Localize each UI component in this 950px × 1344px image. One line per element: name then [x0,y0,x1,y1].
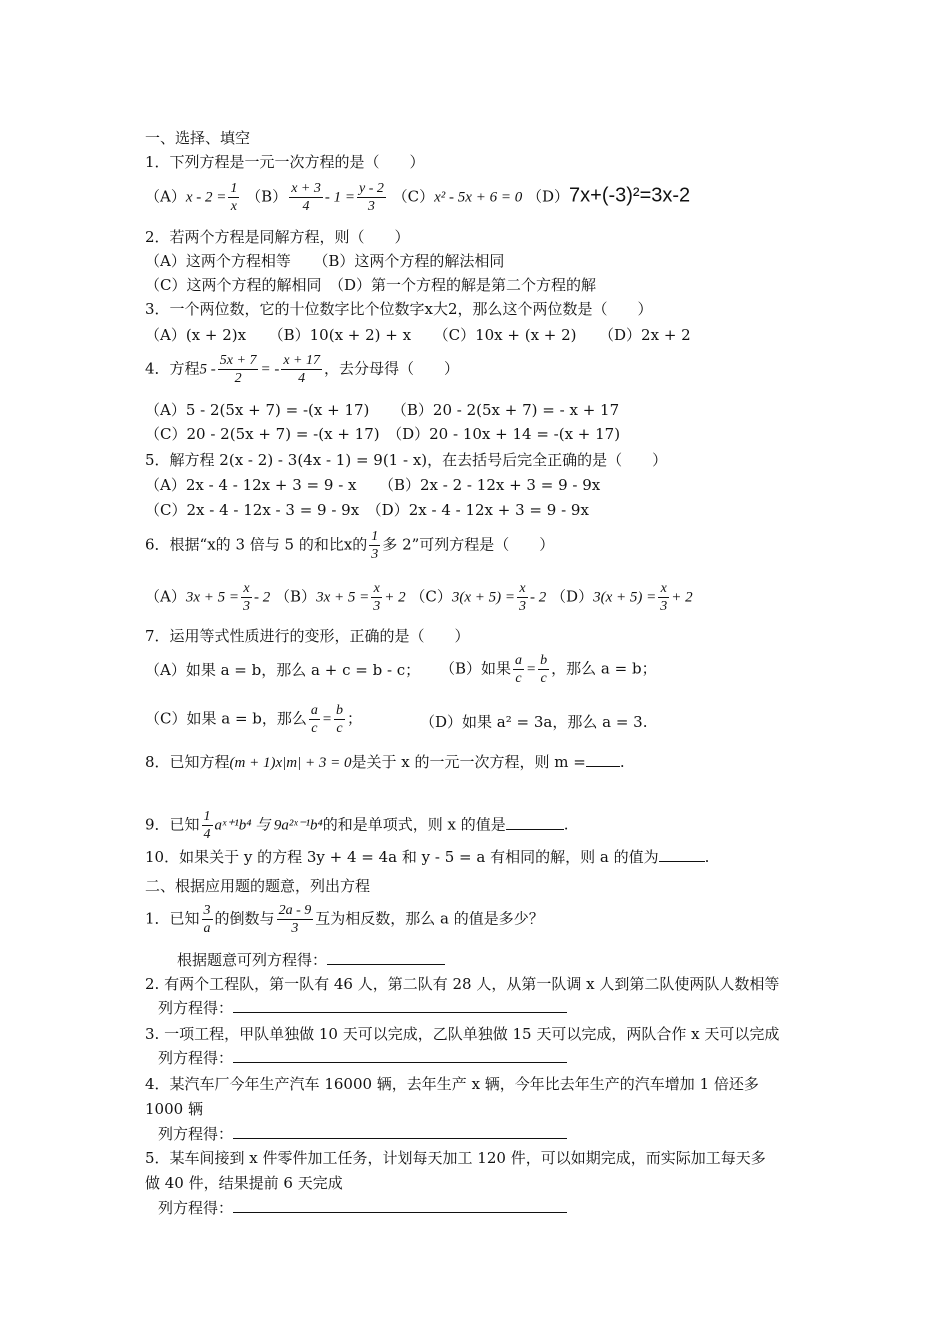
a1-num2: 2a - 9 [278,903,312,918]
section-2-heading: 二、根据应用题的题意，列出方程 [145,877,371,895]
q4-den2: 4 [298,371,306,386]
a5-answer-blank[interactable] [233,1198,567,1213]
q9-num: 1 [203,809,211,824]
a5-answer-label: 列方程得： [158,1199,234,1217]
a4-answer-line [158,1124,567,1144]
q1-d-expr: 7x+(-3)²=3x-2 [569,184,691,207]
a3-answer-label: 列方程得： [158,1049,234,1067]
q7-b [440,652,657,687]
q6-c-den: 3 [519,599,527,614]
q6-a-rhs: - 2 [254,589,271,606]
q6-c-lhs: 3(x + 5) = [451,589,516,606]
q4-mid: = - [260,361,280,378]
q7-b-fraction-1 [513,652,524,687]
q6-b-fraction [371,580,382,615]
q6-d-label: （D） [551,587,594,606]
q6-b-lhs: 3x + 5 = [316,589,370,606]
a1-mid: 的倒数与 [214,909,275,928]
q7-c-pre: （C）如果 a = b，那么 [145,709,307,728]
a4-answer-blank[interactable] [233,1124,567,1139]
a1-pre: 1．已知 [145,909,200,928]
q7-d: （D）如果 a² = 3a，那么 a = 3. [420,713,648,731]
q1-b-label: （B） [246,187,288,206]
q5-stem: 5．解方程 2(x - 2) - 3(4x - 1) = 9(1 - x)，在去括号后完全正确的是（ ） [145,451,668,469]
q8-pre: 8．已知方程 [145,753,230,771]
a1-answer-blank[interactable] [327,950,445,965]
q7-b-post: ，那么 a = b； [551,659,657,678]
a5-answer-line [158,1198,567,1218]
q7-b-fraction-2 [538,652,549,687]
q10-end: . [704,848,710,866]
q8-end: . [619,753,625,771]
q6-d-lhs: 3(x + 5) = [593,589,657,606]
q1-b-fraction-1 [289,180,323,215]
q7-c-fraction-1 [309,702,320,737]
q1-b-fraction-2 [357,180,386,215]
q6-c-num: x [517,580,528,598]
q8-post: 是关于 x 的一元一次方程，则 m = [351,753,586,771]
a5-stem-2: 做 40 件，结果提前 6 天完成 [145,1174,343,1192]
q4-post: ，去分母得（ ） [324,359,460,378]
a2-answer-label: 列方程得： [158,999,234,1017]
q6-fraction [369,528,380,563]
q4-fraction-2 [281,352,322,387]
q4-fraction-1 [218,352,259,387]
q7-c-num1: a [310,703,318,718]
a4-stem-2: 1000 辆 [145,1100,203,1118]
a3-stem: 3. 一项工程，甲队单独做 10 天可以完成，乙队单独做 15 天可以完成，两队合作 x 天可以完成 [145,1025,780,1043]
q2-options-2: （C）这两个方程的解相同 （D）第一个方程的解是第二个方程的解 [145,276,597,294]
q7-c-den2: c [336,721,343,736]
a1-fraction-2 [277,902,314,937]
q3-stem: 3．一个两位数，它的十位数字比个位数字x大2，那么这个两位数是（ ） [145,300,653,318]
q6-a-den: 3 [243,599,250,614]
q1-d-label: （D） [526,187,570,206]
q4-num1: 5x + 7 [219,353,257,368]
q6-b-den: 3 [373,599,381,614]
q9-end: . [563,815,569,834]
q1-a-den: x [230,199,237,214]
q9-expr: aˣ⁺¹b⁴ 与 9a²ˣ⁻¹b⁴ [214,817,323,834]
q7-stem: 7．运用等式性质进行的变形，正确的是（ ） [145,627,470,645]
q6-d-num: x [658,580,669,598]
q4-pre: 4．方程 [145,359,200,378]
q6-a-label: （A） [145,587,186,606]
q5-options-1: （A）2x - 4 - 12x + 3 = 9 - x （B）2x - 2 - 12x + 3 = 9 - 9x [145,476,601,494]
q6-pre: 6．根据“x的 3 倍与 5 的和比x的 [145,535,368,554]
q7-c-num2: b [336,703,344,718]
q7-a: （A）如果 a = b，那么 a + c = b - c； [145,661,421,679]
q7-c-den1: c [311,721,318,736]
q4-options-1: （A）5 - 2(5x + 7) = -(x + 17) （B）20 - 2(5x + 7) = - x + 17 [145,401,620,419]
a2-answer-blank[interactable] [233,998,567,1013]
q1-options [145,180,690,215]
a1-num1: 3 [203,903,211,918]
q7-c-post: ； [347,709,363,728]
q1-b-mid: - 1 = [324,189,355,206]
a4-stem-1: 4．某汽车厂今年生产汽车 16000 辆，去年生产 x 辆，今年比去年生产的汽车增加 1 倍还多 [145,1075,759,1093]
q6-a-lhs: 3x + 5 = [185,589,239,606]
q1-stem: 1．下列方程是一元一次方程的是（ ） [145,153,425,171]
q9-fraction [202,808,213,843]
q4-a: 5 - [199,361,216,378]
q1-a-lhs: x - 2 = [185,189,227,206]
q6-den: 3 [371,547,379,562]
q6-d-rhs: + 2 [671,589,693,606]
q3-options: （A）(x + 2)x （B）10(x + 2) + x （C）10x + (x + 2) （D）2x + 2 [145,326,691,344]
q6-b-rhs: + 2 [384,589,406,606]
a2-stem: 2. 有两个工程队，第一队有 46 人，第二队有 28 人，从第一队调 x 人到第二队使两队人数相等 [145,975,780,993]
q7-c [145,702,362,737]
q9-answer-blank[interactable] [506,815,564,830]
a4-answer-label: 列方程得： [158,1125,234,1143]
q6-stem [145,528,554,563]
q1-b-den2: 3 [367,199,375,214]
q6-a-num: x [241,580,252,598]
q6-c-rhs: - 2 [530,589,547,606]
a1-post: 互为相反数，那么 a 的值是多少？ [315,909,544,928]
q6-d-fraction [658,580,669,615]
q9-pre: 9．已知 [145,815,200,834]
q1-a-fraction [228,180,239,215]
q9-stem [145,808,569,843]
q1-a-num: 1 [230,181,238,196]
a1-fraction-1 [202,902,213,937]
q6-b-label: （B） [275,587,317,606]
q7-b-den2: c [540,671,547,686]
a1-stem [145,902,544,937]
q9-den: 4 [203,827,211,842]
q7-b-pre: （B）如果 [440,659,512,678]
q6-post: 多 2”可列方程是（ ） [382,535,555,554]
q2-stem: 2．若两个方程是同解方程，则（ ） [145,228,410,246]
q7-b-den1: c [515,671,522,686]
q1-c-expr: x² - 5x + 6 = 0 [434,189,523,206]
a3-answer-blank[interactable] [233,1048,567,1063]
q10-answer-blank[interactable] [659,847,705,862]
q7-b-num2: b [540,653,548,668]
q1-c-label: （C） [392,187,435,206]
q1-b-num2: y - 2 [358,181,384,196]
q7-c-fraction-2 [334,702,345,737]
section-1-heading: 一、选择、填空 [145,129,251,147]
q8-stem [145,752,625,773]
q10-stem [145,847,709,867]
q1-b-num1: x + 3 [291,181,321,196]
q4-stem [145,352,459,387]
q10-text: 10．如果关于 y 的方程 3y + 4 = 4a 和 y - 5 = a 有相同的解，则 a 的值为 [145,848,659,866]
q8-answer-blank[interactable] [586,752,620,767]
q7-b-mid: = [526,661,537,678]
q6-c-label: （C） [410,587,452,606]
a1-answer-label: 根据题意可列方程得： [177,951,328,969]
q6-c-fraction [517,580,528,615]
q6-num: 1 [371,529,379,544]
a1-den1: a [203,921,211,936]
q6-b-num: x [371,580,382,598]
a5-stem-1: 5．某车间接到 x 件零件加工任务，计划每天加工 120 件，可以如期完成，而实际加工每天多 [145,1149,766,1167]
q4-options-2: （C）20 - 2(5x + 7) = -(x + 17) （D）20 - 10x + 14 = -(x + 17) [145,425,621,443]
q4-den1: 2 [234,371,242,386]
q9-post: 的和是单项式，则 x 的值是 [322,815,506,834]
q7-b-num1: a [515,653,523,668]
q6-d-den: 3 [660,599,668,614]
a3-answer-line [158,1048,567,1068]
q5-options-2: （C）2x - 4 - 12x - 3 = 9 - 9x （D）2x - 4 - 12x + 3 = 9 - 9x [145,501,589,519]
q2-options-1: （A）这两个方程相等 （B）这两个方程的解法相同 [145,252,505,270]
q6-options [145,580,693,615]
q1-b-den1: 4 [302,199,310,214]
a2-answer-line [158,998,567,1018]
q8-equation: (m + 1)x|m| + 3 = 0 [229,755,352,771]
q1-a-label: （A） [145,187,186,206]
q7-c-mid: = [321,711,333,728]
a1-answer-line [177,950,445,970]
q4-num2: x + 17 [283,353,321,368]
a1-den2: 3 [291,921,299,936]
q6-a-fraction [241,580,252,615]
